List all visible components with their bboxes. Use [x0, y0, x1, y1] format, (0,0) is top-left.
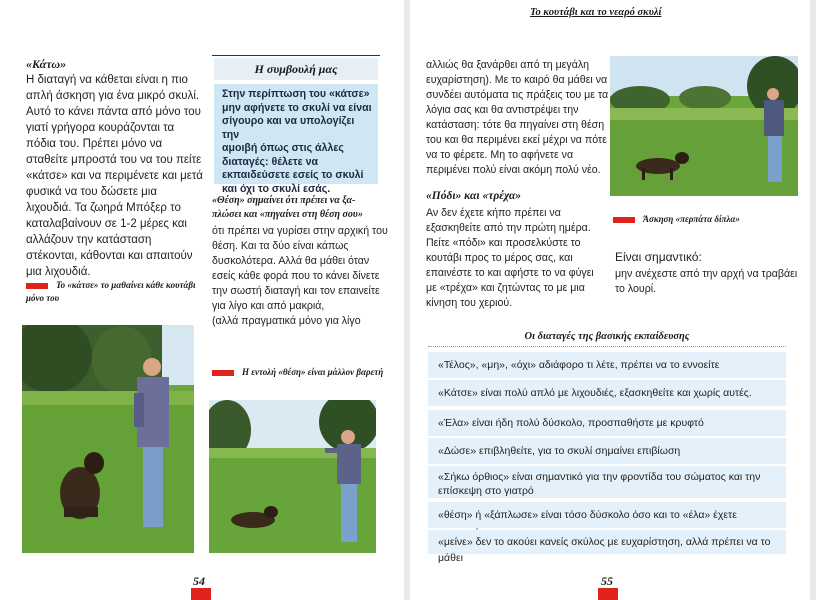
text-line: επαινέστε το και αφήστε το να φύγει [426, 267, 594, 279]
caption-heel-text: Άσκηση «περπάτα δίπλα» [643, 214, 740, 224]
advice-rule [212, 55, 380, 56]
text-line: μην ανέχεστε από την αρχή να τραβάει [615, 268, 798, 280]
text-line: μια λιχουδιά. [26, 266, 91, 278]
text-line: Η διαταγή να κάθεται είναι η πιο [26, 74, 188, 86]
text-line: εσείς κάθε φορά που το κάνει δίνετε [212, 270, 380, 282]
text-line: λόγια σας και θα αντιστρέψει την [426, 104, 579, 116]
page-tab-right [598, 588, 618, 600]
text-line: κατάσταση: τότε θα πηγαίνει στη θέση [426, 119, 605, 131]
text-line: του και θα περιμένει εκεί μέχρι να πότε [426, 134, 607, 146]
text-line: «κάτσε» και να περιμένετε και μετά [26, 170, 203, 182]
photo-heel-walk-image [610, 56, 798, 196]
text-line: πλώσει και «πηγαίνει στη θέση σου» [212, 209, 363, 220]
photo-sit-dog-image [22, 325, 194, 553]
caption-marker [26, 283, 48, 289]
katw-paragraph [26, 72, 206, 280]
text-line: αμοιβή όπως στις άλλες [222, 142, 344, 154]
command-text: «Έλα» είναι ήδη πολύ δύσκολο, προσπαθήστε με κρυφτό [438, 417, 704, 429]
podi-paragraph [426, 206, 616, 311]
photo-down-dog-image [209, 400, 376, 553]
command-text: «Τέλος», «μη», «όχι» αδιάφορο τι λέτε, πρέπει να το εννοείτε [438, 359, 720, 371]
left-page [0, 0, 404, 600]
caption-sit [26, 279, 206, 305]
text-line: διαταγές: θέλετε να [222, 155, 319, 168]
text-line: «Θέση» σημαίνει ότι πρέπει να ξα- [212, 195, 356, 206]
text-line: (αλλά πραγματικά μόνο για λίγο [212, 315, 361, 327]
text-line: Στην περίπτωση του «κάτσε» [222, 88, 370, 100]
advice-box [214, 84, 378, 195]
text-line: να το φέρετε. Μη το αφήνετε να [426, 149, 574, 161]
caption-marker [212, 370, 234, 376]
text-line: για λίγο και από μακριά, [212, 300, 325, 312]
text-line: ευχαρίστηση). Με το καιρό θα μάθει να [426, 74, 608, 86]
command-text: «Κάτσε» είναι πολύ απλό με λιχουδιές, εξασκηθείτε και χωρίς αυτές. [438, 387, 752, 399]
caption-marker [613, 217, 635, 223]
commands-rule [428, 346, 786, 347]
text-line: γιατί γρήγορα κουράζονται τα [26, 122, 175, 134]
text-line: και όχι το σκυλί εσάς. [222, 182, 331, 195]
text-line: την σωστή διαταγή και τον επαινείτε [212, 285, 380, 297]
command-row [428, 502, 786, 528]
text-line: εξασκηθείτε από την πρώτη ημέρα. [426, 222, 591, 234]
caption-down [212, 366, 392, 379]
text-line: συνδέει αυτόματα τις πράξεις του με τα [426, 89, 609, 101]
text-line: αλλάζουν την κατάσταση [26, 234, 152, 246]
text-line: απλή άσκηση για ένα μικρό σκυλί. [26, 90, 200, 102]
command-text: «θέση» ή «ξάπλωσε» είναι τόσο δύσκολο όσο και το «έλα» έχετε [438, 509, 737, 521]
text-line: Αν δεν έχετε κήπο πρέπει να [426, 207, 561, 219]
text-line: με «τρέχα» και ζητώντας το με μια [426, 282, 585, 294]
commands-title: Οι διαταγές της βασικής εκπαίδευσης [524, 331, 690, 342]
important-heading: Είναι σημαντικό: [615, 250, 702, 264]
text-line: μην αφήνετε το σκυλί να είναι [222, 101, 372, 114]
command-text: «Σήκω όρθιος» είναι σημαντικό για την φροντίδα του σώματος και την [438, 471, 761, 483]
text-line: το λουρί. [615, 283, 657, 295]
text-line: θέση. Και τα δύο είναι κάπως [212, 240, 349, 252]
thesi-heading [212, 194, 392, 222]
photo-down-dog [209, 400, 376, 553]
text-line: κουτάβι προς το μέρος σας, και [426, 252, 573, 264]
text-line: περιμένει πολύ είναι ακόμη πολύ νέο. [426, 164, 601, 176]
page-tab-left [191, 588, 211, 600]
text-line: Πείτε «πόδι» και προσελκύστε το [426, 237, 581, 249]
page-number-right: 55 [601, 574, 613, 588]
command-text: επίσκεψη στο γιατρό [438, 485, 534, 497]
page-number-left: 54 [193, 574, 205, 588]
text-line: στέκονται, κάθονται και απαιτούν [26, 250, 193, 262]
advice-title-bar [214, 58, 378, 80]
text-line: δυσκολότερα. Αλλά θα μάθει όταν [212, 255, 370, 267]
text-line: κίνηση του χεριού. [426, 297, 513, 309]
running-header: Το κουτάβι και το νεαρό σκυλί [530, 7, 662, 18]
text-line: φυσικά να του δώσετε μια [26, 186, 158, 198]
command-row [428, 438, 786, 464]
command-row [428, 466, 786, 498]
text-line: ότι πρέπει να γυρίσει στην αρχική του [212, 225, 388, 237]
command-text: «μείνε» δεν το ακούει κανείς σκύλος με ευχαρίστηση, αλλά πρέπει να το μάθει [438, 536, 771, 564]
caption-down-text: Η εντολή «θέση» είναι μάλλον βαρετή [242, 367, 384, 377]
advice-title: Η συμβουλή μας [254, 62, 338, 76]
command-row [428, 410, 786, 436]
text-line: λιχουδιά. Τα ζωηρά Μπόξερ το [26, 202, 181, 214]
text-line: καταλαβαίνουν σε 1-2 μέρες και [26, 218, 187, 230]
text-line: αλλιώς θα ξανάρθει από τη μεγάλη [426, 59, 590, 71]
advice-text [214, 84, 378, 196]
text-line: εκπαιδεύσετε εσείς το σκυλί [222, 169, 364, 181]
command-row [428, 352, 786, 378]
text-line: σίγουρο και να υπολογίζει την [222, 115, 355, 141]
command-row [428, 380, 786, 406]
text-line: σταθείτε μπροστά του να του πείτε [26, 154, 202, 166]
photo-sit-dog [22, 325, 194, 553]
continued-paragraph [426, 58, 616, 178]
podi-heading: «Πόδι» και «τρέχα» [426, 190, 522, 202]
command-text: «Δώσε» επιβληθείτε, για το σκυλί σημαίνει επιβίωση [438, 445, 681, 457]
text-line: πόδια του. Πρέπει μόνο να [26, 138, 163, 150]
photo-heel-walk [610, 56, 798, 196]
caption-sit-line2: μόνο του [26, 293, 60, 303]
command-row [428, 530, 786, 564]
text-line: Αυτό το κάνει πάντα από μόνο του [26, 106, 201, 118]
caption-heel [613, 214, 740, 224]
important-text [615, 267, 805, 297]
thesi-paragraph [212, 224, 392, 329]
katw-heading: «Κάτω» [26, 57, 67, 71]
caption-sit-line1: Το «κάτσε» το μαθαίνει κάθε κουτάβι [56, 280, 196, 290]
